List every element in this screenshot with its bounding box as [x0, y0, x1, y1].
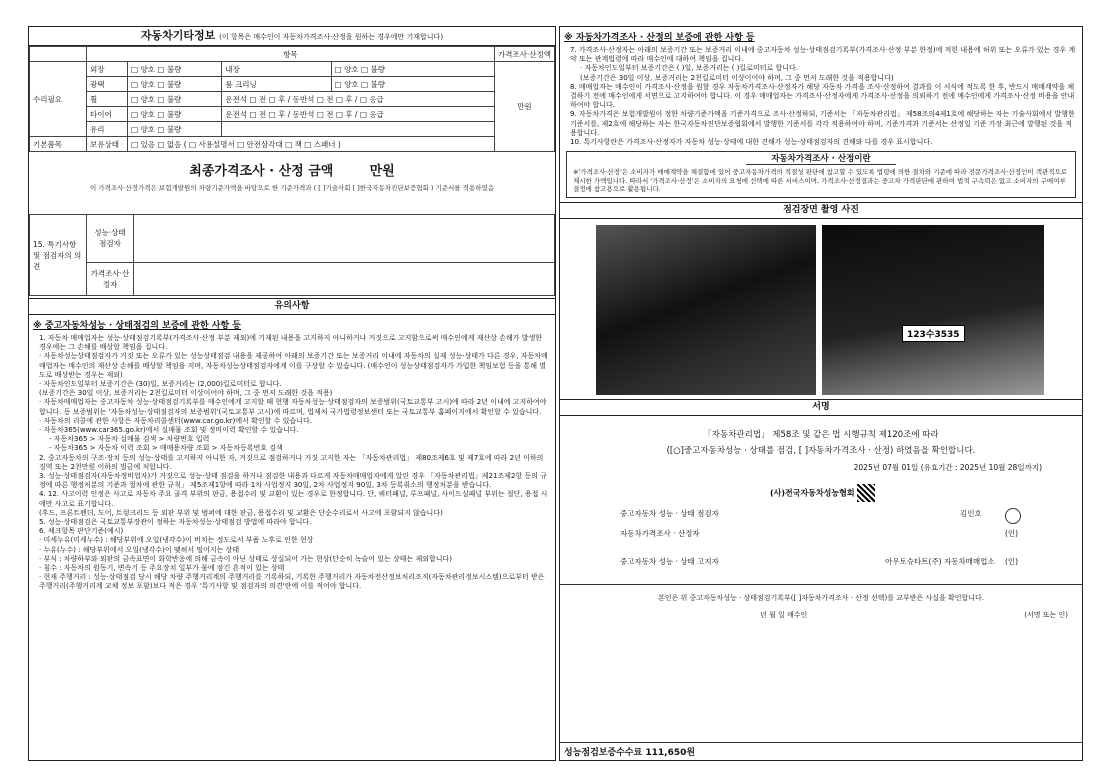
list-item: (보증기간은 30일 이상, 보증거리는 2천킬로미터 이상이어야 하며, 그 중 먼저 도래한 것을 적용): [39, 389, 333, 398]
list-item: · 침수 : 자동차의 원동기, 변속기 등 주요장치 일부가 물에 잠긴 흔적이 있는 상태: [39, 564, 285, 573]
notice-title: 유의사항: [29, 298, 555, 315]
left-panel: [28, 26, 556, 761]
repair-table: 항목 가격조사·산정액 수리필요 외장 □ 양호 □ 불량 내장 □ 양호 □ 불량 만원 광택 □ 양호 □ 불량 룸 크리닝 □ 양호 □ 불량 휠 □ 양호 □ 불량 운전석 □ 전 □ 후 / 동반석 □ 전 □ 후 / □ 응급 타이어 □ 양호 □ 불량 운전석 □ 전 □ 후 / 동반석 □ 전 □ 후 / □ 응급 유리 □ 양호 □ 불량 기본품목 보유상태 □ 있음 □ 없음 ( □ 사용설명서 □ 안전삼각대 □ 잭 □ 스패너 ): [29, 46, 555, 152]
notice-list: [29, 334, 555, 592]
inspector-row: 중고자동차 성능 · 상태 점검자 김인호: [620, 508, 1020, 519]
guarantee-list: [560, 46, 1082, 147]
list-item: (후드, 프론트펜더, 도어, 트렁크리드 등 외판 부위 및 범퍼에 대한 판금, 용접수리 및 교환은 단순수리로서 사고에 포함되지 않습니다): [39, 508, 443, 517]
list-item: · 현재 주행거리 : 성능·상태점검 당시 해당 차량 주행거리계의 주행거리를 기록하되, 기록한 주행거리가 자동차전산정보처리조직(자동차관리정보시스템)으로부터 받은 주행거리(주행거리계 교체 정보 포함)보다 적은 경우 '특기사항 및 점검자의 의견'란에 이를 적어야 합니다.: [39, 573, 545, 591]
list-item: (보증기간은 30일 이상, 보증거리는 2천킬로미터 이상이어야 하며, 그 중 먼저 도래한 것을 적용합니다): [580, 73, 894, 82]
list-item: · 자동차인도일부터 보증기간은 ( )일, 보증거리는 ( )킬로미터로 합니다.: [580, 64, 798, 73]
signature-title: 서명: [560, 399, 1082, 416]
guarantee-head: ※ 자동차가격조사 · 산정의 보증에 관한 사항 등: [564, 33, 755, 43]
list-item: 1. 자동차 매매업자는 성능·상태점검기록부(가격조사·산정 부분 제외)에 기재된 내용을 고지하지 아니하거나 거짓으로 고지함으로써 매수인에게 재산상 손해가 발생한 경우에는 그 손해를 배상할 책임을 집니다.: [39, 334, 543, 352]
list-item: 3. 성능·상태점검자(자동차정비업자)가 거짓으로 성능·상태 점검을 하거나 점검한 내용과 다르게 자동차매매업자에게 알린 경우 「자동차관리법」제21조제2항 등의 규정에 따른 행정처분의 기준과 절차에 관한 규칙」 제5조제1항에 따라 1차 사업정지 30일, 2차 사업정지 90일, 3차 등록취소의 행정처분을 받습니다.: [39, 472, 547, 490]
fee-line: 성능점검보증수수료 111,650원: [560, 742, 1082, 760]
inspection-photo-2: [822, 225, 1044, 395]
list-item: · 자동차성능상태점검자가 거짓 또는 오류가 있는 성능상태점검 내용을 제공하여 아래의 보증기간 또는 보증거리 이내에 자동차의 실제 성능·상태가 다른 경우, 자동차매매업자는 매수인의 재산상 손해를 배상할 책임을 지며, 자동차성능상태점검자에게 이를 구상할 수 있습니다. (매수인이 성능상태점검자가 가입한 책임보험 등을 통해 별도로 배상받는 경우는 제외): [39, 352, 548, 379]
list-item: · 자동차매매업자는 중고자동차 성능·상태점검기록부를 매수인에게 고지할 때 현행 자동차성능·상태점검자의 보증범위(국토교통부 고시)에 따라 2년 이내에 고지하여야 합니다. 동 보증범위는 '자동차성능·상태점검자의 보증범위'(국토교통부 고시)에 따르며, 법제처 국가법령정보센터 또는 국토교통부 홈페이지에서 확인할 수 있습니다.: [39, 398, 547, 416]
license-plate: 123수3535: [902, 325, 965, 342]
list-item: 9. 자동차가격은 보험개발원이 정한 차량기준가액을 기준가격으로 조사·산정하되, 기준서는 「자동차관리법」 제58조의4제1호에 해당하는 자는 기술사회에서 발행한 기준서를, 제2호에 해당하는 자는 한국자동차진단보증협회에서 발행한 기준서를 각각 적용하여야 하며, 기준가격과 기준서는 산정일 기준 가장 최근에 발행된 것을 적용합니다.: [570, 110, 1075, 137]
list-item: · 자동차인도일부터 보증기간은 (30)일, 보증거리는 (2,000)킬로미터로 합니다.: [39, 380, 282, 389]
association-name: (사)전국자동차성능협회: [770, 484, 875, 502]
list-item: · 미세누유(미세누수) : 해당부위에 오일(냉각수)이 비치는 정도로서 부품 노후로 인한 현상: [39, 536, 314, 545]
list-item: 7. 가격조사·산정자는 아래의 보증기간 또는 보증거리 이내에 중고자동차 성능·상태점검기록부(가격조사·산정 부분 한정)에 적힌 내용에 허위 또는 오류가 있는 경우 계약 또는 관계법령에 따라 매수인에 대하여 책임을 집니다.: [570, 46, 1076, 64]
signature-area: 「자동차관리법」 제58조 및 같은 법 시행규칙 제120조에 따라 ([○]중고자동차성능 · 상태를 점검, [ ]자동차가격조사 · 산정) 하였음을 확인합니다. 2025년 07월 01일 (유효기간 : 2025년 10월 28일까지) (사)전국자동차성능협회 중고자동차 성능 · 상태 점검자 김인호 자동차가격조사 · 산정자 (인) 중고자동차 성능 · 상태 고지자 아우토슈타트(주) 자동차매매업소 (인) 본인은 위 중고자동차성능 · 상태점검기록부([ ]자동차가격조사 · 산정 선택)를 교부받은 사실을 확인합니다. 년 월 일 매수인 (서명 또는 인): [560, 416, 1082, 646]
list-item: · 자동차의 리콜에 관한 사항은 자동차리콜센터(www.car.go.kr)에서 확인할 수 있습니다.: [39, 416, 312, 425]
special-table: 15. 특기사항 및 점검자의 의견 성능·상태 점검자 가격조사·산정자: [29, 214, 555, 296]
list-item: · 부식 : 차량하부와 외판의 금속표면이 화학반응에 의해 금속이 아닌 상태로 상실되어 가는 현상(단순히 녹슬어 있는 상태는 제외합니다): [39, 554, 453, 563]
list-item: 5. 성능·상태점검은 국토교통부장관이 정하는 자동차성능·상태점검 방법에 따라야 합니다.: [39, 518, 312, 527]
appraiser-row: 자동차가격조사 · 산정자 (인): [620, 528, 1019, 538]
right-panel: [559, 26, 1083, 761]
list-item: 4. 12. 사고이력 인정은 사고로 자동차 주요 골격 부위의 판금, 용접수리 및 교환이 있는 경우로 한정합니다. 단, 쿼터패널, 루프패널, 사이드실패널 부위는 절단, 용접 시에만 사고로 표기합니다.: [39, 490, 548, 508]
list-item: 6. 체크항목 판단기준(예시): [39, 527, 124, 536]
final-note: 이 가격조사·산정가격은 보험개발원의 차량기준가액을 바탕으로 한 기준가격과 ( [ ]기술사회 [ ]한국자동차진단보증협회 ) 기준서를 적용하였음: [89, 184, 495, 192]
list-item: · 자동차365(www.car365.go.kr)에서 실매물 조회 및 정비이력 확인할 수 있습니다.: [39, 426, 299, 435]
list-item: · 누유(누수) : 해당부위에서 오일(냉각수)이 맺혀서 떨어지는 상태: [39, 545, 240, 554]
notice-head: ※ 중고자동차성능 · 상태점검의 보증에 관한 사항 등: [33, 321, 241, 331]
seal-icon: [1005, 508, 1021, 524]
notifier-row: 중고자동차 성능 · 상태 고지자 아우토슈타트(주) 자동차매매업소 (인): [620, 556, 1019, 566]
list-item: 2. 중고자동차의 구조·장치 등의 성능·상태를 고지하지 아니한 자, 거짓으로 점검하거나 거짓 고지한 자는 「자동차관리법」 제80조제6호 및 제7호에 따라 2년 이하의 징역 또는 2천만원 이하의 벌금에 처합니다.: [39, 453, 544, 471]
price-info-box: 자동차가격조사 · 산정이란 ※'가격조사·산정'은 소비자가 매매계약을 체결함에 있어 중고자동차가격의 적절성 판단에 참고할 수 있도록 법령에 의한 절차와 기준에 따라 전문가격조사·산정인이 객관적으로 제시한 가액입니다. 따라서 '가격조사·산정'은 소비자의 요청에 선택에 따른 서비스이며, 가격조사·산정결과는 중고차 가격판단에 관하여 법적 구속력은 없고 소비자의 구매여부 결정에 참고용으로 활용됩니다.: [566, 151, 1076, 198]
inspection-form: [28, 26, 1083, 761]
list-item: - 자동차365 > 자동차 이력 조회 > 매매용차량 조회 > 자동차등록번호 검색: [49, 444, 283, 453]
qr-code-icon: [857, 484, 875, 502]
vehicle-info-title: 자동차기타정보 (이 항목은 매수인이 자동차가격조사·산정을 원하는 경우에만 기재합니다): [29, 27, 555, 46]
photo-area: [560, 219, 1082, 397]
final-price: 최종가격조사 · 산정 금액 만원: [189, 164, 395, 179]
list-item: 10. 특기사항란은 가격조사·산정자가 자동차 성능·상태에 대한 견해가 성능·상태점검자의 견해와 다를 경우 표시합니다.: [570, 138, 933, 147]
photo-title: 점검장면 촬영 사진: [560, 202, 1082, 219]
inspection-photo-1: [596, 225, 816, 395]
list-item: 8. 매매업자는 매수인이 가격조사·산정을 원할 경우 자동차가격조사·산정자가 해당 자동차 가격을 조사·산정하여 결과를 이 서식에 적도록 한 후, 반드시 매매계약을 체결하기 전에 매수인에게 서면으로 고지하여야 합니다. 이 경우 매매업자는 가격조사·산정자에게 가격조사·산정을 의뢰하기 전에 매수인에게 가격조사·산정 비용을 안내하여야 합니다.: [570, 82, 1075, 110]
list-item: - 자동차365 > 자동차 실매물 검색 > 차량번호 입력: [49, 435, 210, 444]
